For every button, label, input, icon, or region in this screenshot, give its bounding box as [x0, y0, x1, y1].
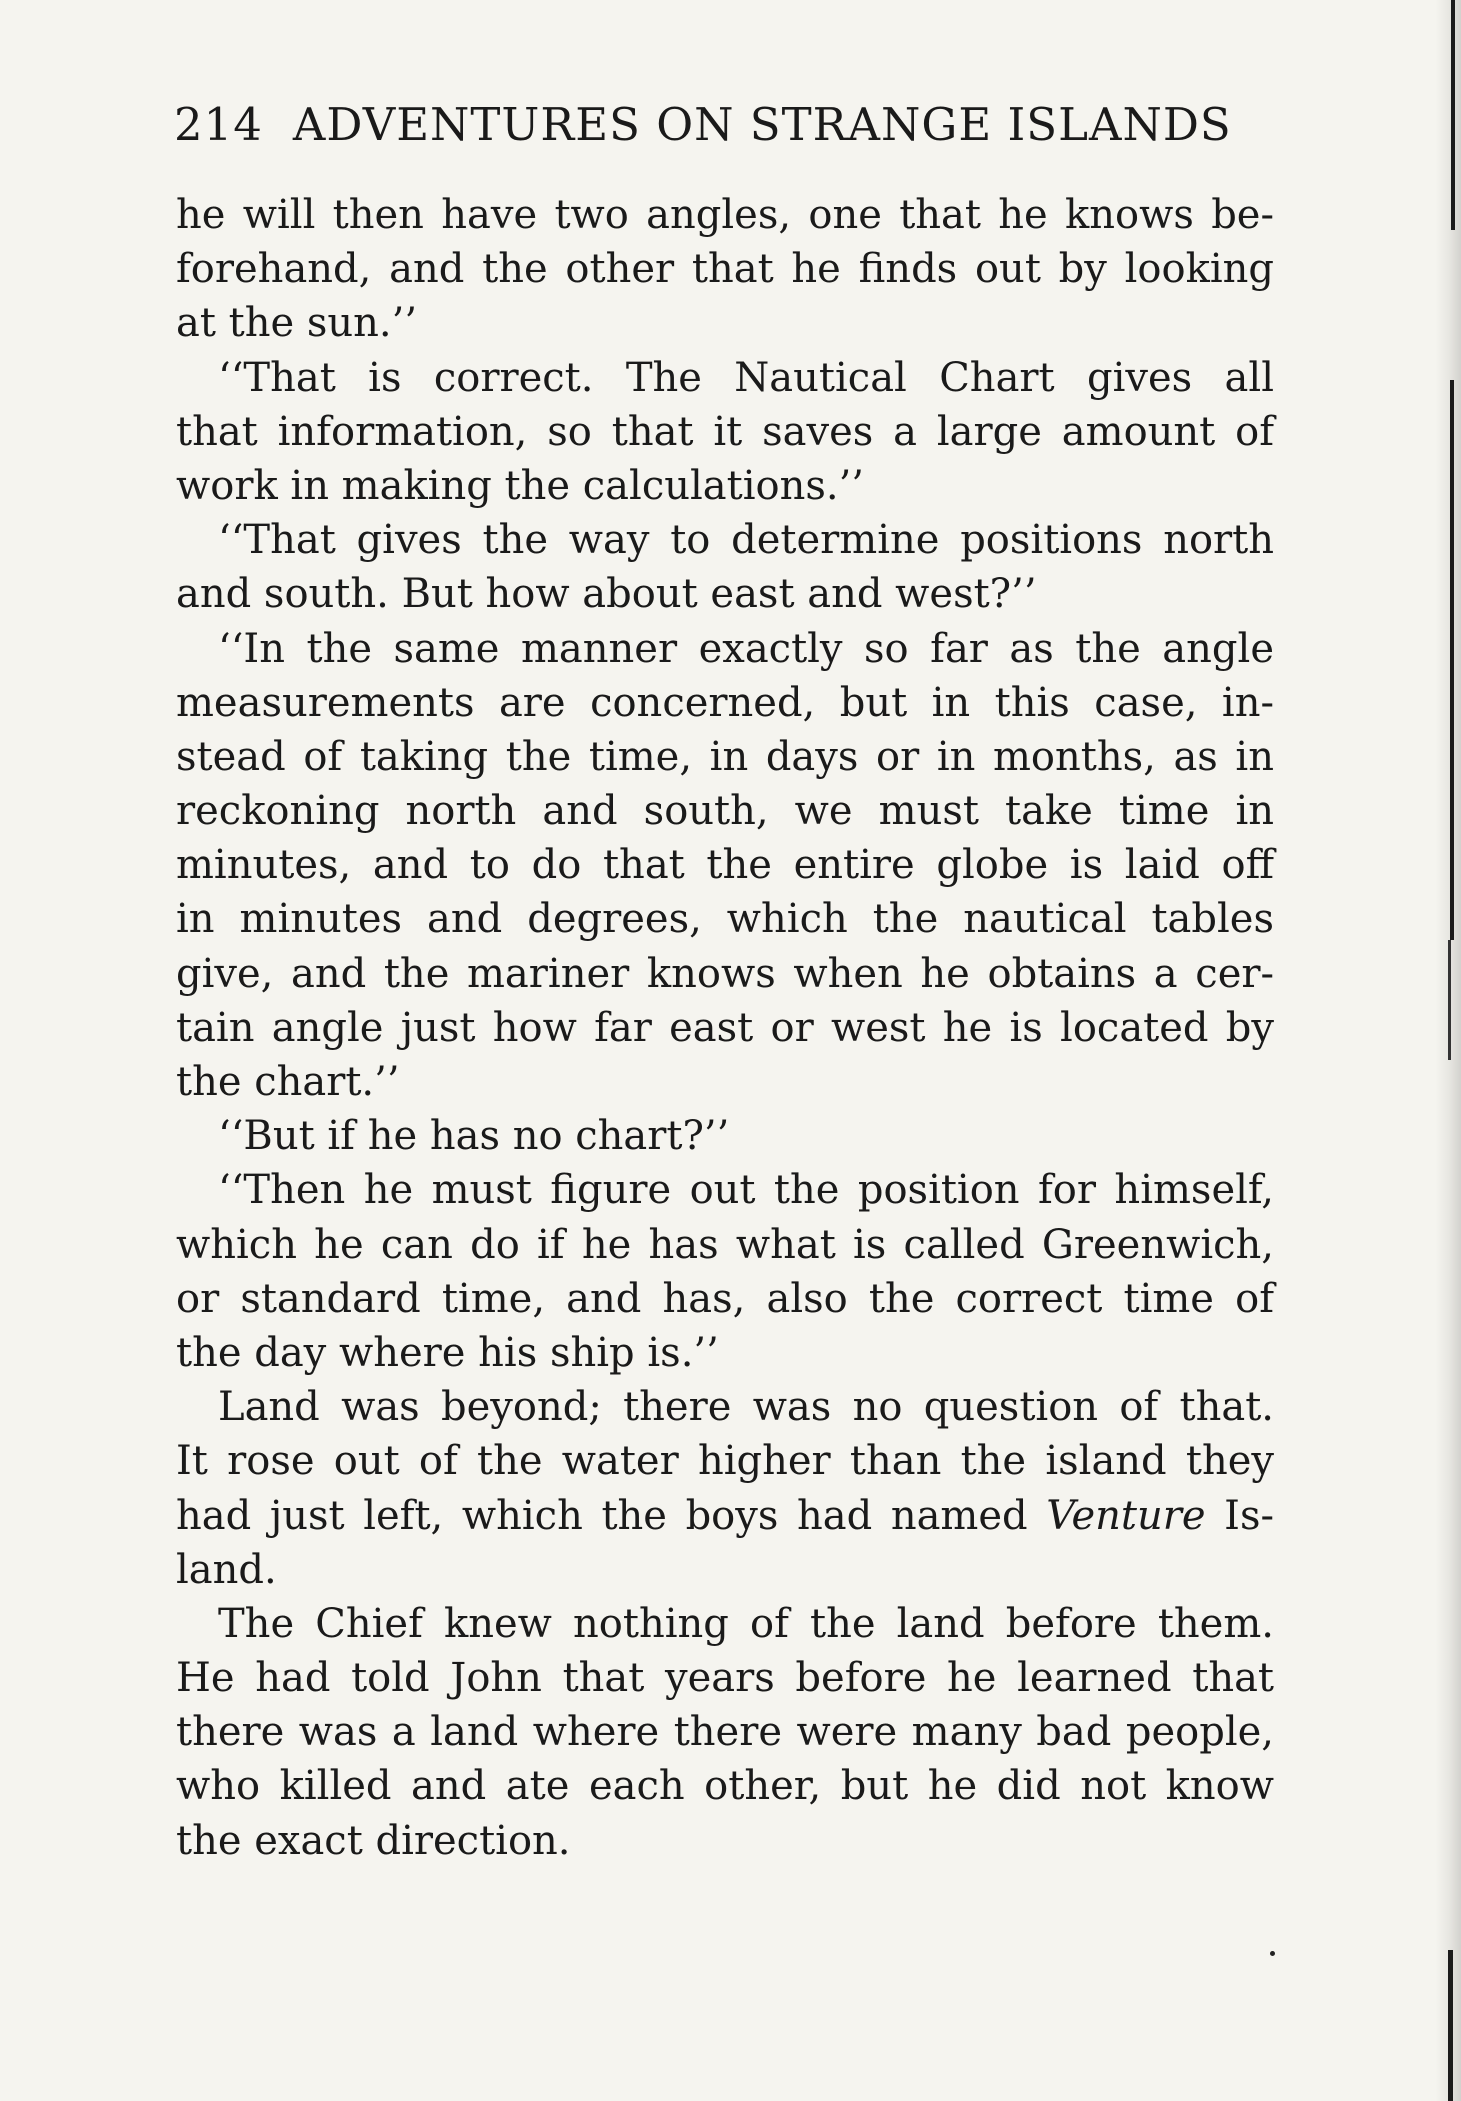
text-line: tain angle just how far east or west he is located by	[176, 1004, 1274, 1051]
binding-edge-mark	[1451, 0, 1455, 230]
running-title: ADVENTURES ON STRANGE ISLANDS	[292, 98, 1232, 151]
text-line: forehand, and the other that he finds out by looking	[176, 246, 1274, 293]
text-line: at the sun.’’	[176, 300, 418, 347]
text-line: The Chief knew nothing of the land before them.	[218, 1600, 1274, 1647]
body-text	[176, 188, 1274, 1868]
text-fragment: Is-	[1205, 1492, 1275, 1539]
text-line: ‘‘But if he has no chart?’’	[218, 1113, 730, 1160]
binding-edge-mark	[1448, 940, 1451, 1060]
text-line: the exact direction.	[176, 1817, 571, 1864]
text-line: in minutes and degrees, which the nautical tables	[176, 896, 1274, 943]
text-line: the day where his ship is.’’	[176, 1329, 719, 1376]
text-line: ‘‘That gives the way to determine positions north	[218, 517, 1274, 564]
text-line: the chart.’’	[176, 1059, 400, 1105]
page-number: 214	[174, 98, 263, 151]
text-line: Land was beyond; there was no question of that.	[218, 1384, 1274, 1431]
binding-edge-mark	[1448, 1950, 1453, 2101]
text-line: It rose out of the water higher than the island they	[176, 1438, 1274, 1485]
text-line: who killed and ate each other, but he did not know	[176, 1763, 1274, 1810]
text-line: He had told John that years before he learned that	[176, 1655, 1274, 1702]
text-line: ‘‘That is correct. The Nautical Chart gives all	[218, 354, 1274, 401]
text-line: which he can do if he has what is called Greenwich,	[176, 1221, 1274, 1268]
italic-island-name: Venture	[1046, 1492, 1206, 1539]
text-fragment: had just left, which the boys had named	[176, 1492, 1028, 1539]
text-line: ‘‘In the same manner exactly so far as the angle	[218, 625, 1274, 672]
text-line: or standard time, and has, also the correct time of	[176, 1275, 1274, 1322]
text-line: that information, so that it saves a large amount of	[176, 408, 1274, 455]
text-line: ‘‘Then he must figure out the position for himself,	[218, 1167, 1274, 1214]
running-header	[174, 98, 1274, 151]
text-line: minutes, and to do that the entire globe is laid off	[176, 842, 1274, 889]
text-line-with-italic	[176, 1489, 1274, 1543]
text-line: reckoning north and south, we must take time in	[176, 788, 1274, 835]
text-line: stead of taking the time, in days or in months, as in	[176, 733, 1274, 780]
text-line: measurements are concerned, but in this case, in-	[176, 679, 1274, 726]
text-line: work in making the calculations.’’	[176, 462, 865, 509]
text-line: land.	[176, 1546, 277, 1593]
binding-edge-mark	[1450, 380, 1454, 940]
text-line: he will then have two angles, one that he knows be-	[176, 192, 1274, 238]
text-line: give, and the mariner knows when he obtains a cer-	[176, 950, 1274, 997]
text-line: and south. But how about east and west?’’	[176, 571, 1037, 618]
print-speck	[1270, 1951, 1275, 1956]
text-line: there was a land where there were many bad people,	[176, 1709, 1274, 1756]
